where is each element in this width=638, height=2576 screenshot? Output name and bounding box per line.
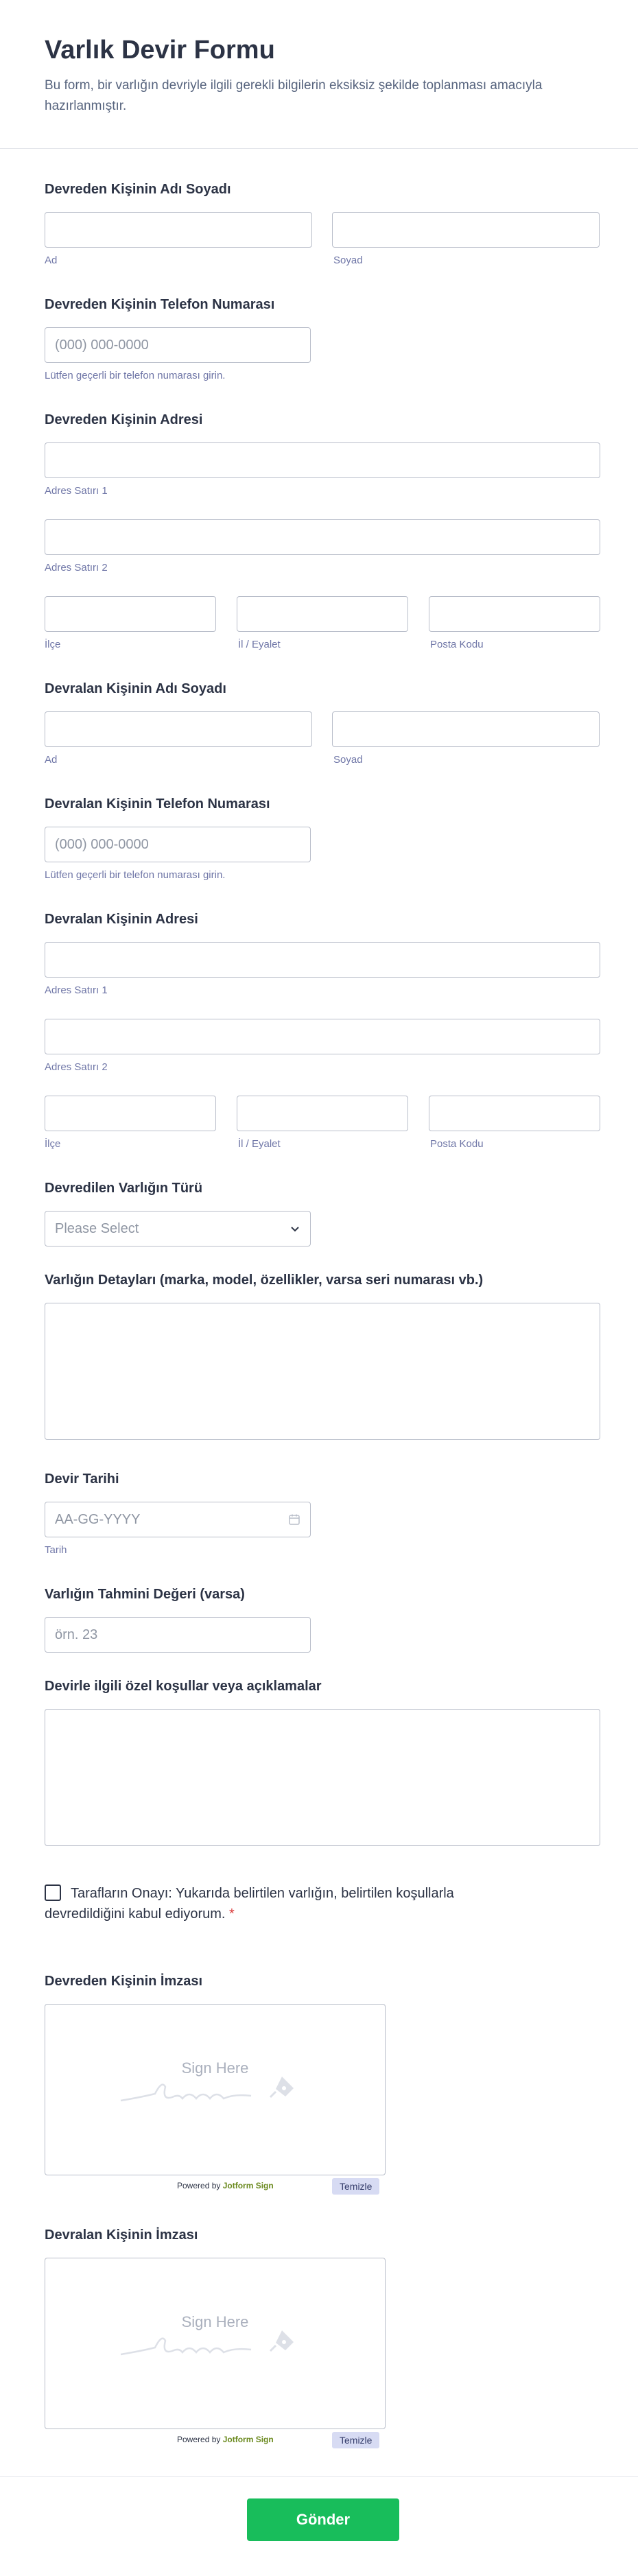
transferor-province-input[interactable] [237, 596, 408, 632]
transferor-powered-by [177, 2181, 274, 2190]
conditions-textarea[interactable] [45, 1709, 600, 1846]
recipient-province-input[interactable] [237, 1096, 408, 1131]
asset-value-input[interactable] [45, 1617, 311, 1653]
form-header [0, 0, 638, 149]
recipient-first-name-input[interactable] [45, 711, 312, 747]
recipient-phone-label: Devralan Kişinin Telefon Numarası [45, 796, 270, 812]
recipient-clear-button[interactable]: Temizle [332, 2432, 379, 2448]
conditions-label: Devirle ilgili özel koşullar veya açıklamalar [45, 1679, 322, 1694]
transferor-phone-hint: Lütfen geçerli bir telefon numarası girin. [45, 370, 226, 382]
recipient-province-sublabel: İl / Eyalet [238, 1138, 281, 1150]
transferor-name-label: Devreden Kişinin Adı Soyadı [45, 182, 231, 198]
signature-scribble-icon [114, 2324, 320, 2365]
recipient-first-name-sublabel: Ad [45, 754, 58, 766]
calendar-icon[interactable] [288, 1513, 300, 1526]
required-star: * [229, 1906, 235, 1922]
recipient-district-sublabel: İlçe [45, 1138, 61, 1150]
form-title: Varlık Devir Formu [45, 36, 275, 64]
transferor-clear-button[interactable]: Temizle [332, 2178, 379, 2195]
transfer-date-input[interactable] [45, 1502, 311, 1537]
recipient-address-line2-input[interactable] [45, 1019, 600, 1054]
transferor-last-name-input[interactable] [332, 212, 600, 248]
transferor-phone-label: Devreden Kişinin Telefon Numarası [45, 297, 275, 313]
transfer-date-label: Devir Tarihi [45, 1472, 119, 1487]
form-body [0, 149, 638, 2550]
recipient-sign-here-text: Sign Here [181, 2313, 249, 2331]
recipient-name-label: Devralan Kişinin Adı Soyadı [45, 681, 226, 697]
footer-divider [0, 2476, 638, 2477]
transferor-first-name-sublabel: Ad [45, 255, 58, 267]
form-description: Bu form, bir varlığın devriyle ilgili gerekli bilgilerin eksiksiz şekilde toplanması amacıyla hazırlanmıştır. [45, 78, 543, 114]
recipient-postal-input[interactable] [429, 1096, 600, 1131]
recipient-district-input[interactable] [45, 1096, 216, 1131]
recipient-address-line1-sublabel: Adres Satırı 1 [45, 984, 108, 997]
asset-type-label: Devredilen Varlığın Türü [45, 1181, 203, 1196]
asset-details-textarea[interactable] [45, 1303, 600, 1440]
recipient-phone-hint: Lütfen geçerli bir telefon numarası girin. [45, 869, 226, 882]
transferor-postal-input[interactable] [429, 596, 600, 632]
transfer-date-sublabel: Tarih [45, 1544, 67, 1557]
transferor-phone-input[interactable] [45, 327, 311, 363]
chevron-down-icon [290, 1223, 300, 1234]
transferor-postal-sublabel: Posta Kodu [430, 639, 484, 651]
recipient-last-name-input[interactable] [332, 711, 600, 747]
asset-type-select[interactable] [45, 1211, 311, 1246]
transferor-district-sublabel: İlçe [45, 639, 61, 651]
transferor-sign-here-text: Sign Here [181, 2059, 249, 2077]
asset-value-placeholder: örn. 23 [55, 1627, 98, 1642]
recipient-address-line1-input[interactable] [45, 942, 600, 978]
recipient-phone-input[interactable] [45, 827, 311, 862]
recipient-address-line2-sublabel: Adres Satırı 2 [45, 1061, 108, 1074]
recipient-powered-by [177, 2435, 274, 2444]
transferor-signature-label: Devreden Kişinin İmzası [45, 1974, 203, 1989]
transferor-last-name-sublabel: Soyad [333, 255, 363, 267]
transferor-address-label: Devreden Kişinin Adresi [45, 412, 203, 428]
recipient-phone-placeholder: (000) 000-0000 [55, 836, 149, 852]
transferor-address-line1-input[interactable] [45, 442, 600, 478]
recipient-last-name-sublabel: Soyad [333, 754, 363, 766]
recipient-signature-pad[interactable] [45, 2258, 386, 2429]
transferor-signature-pad[interactable] [45, 2004, 386, 2175]
consent-label [45, 1883, 484, 1924]
transferor-powered-prefix: Powered by [177, 2181, 221, 2191]
transferor-province-sublabel: İl / Eyalet [238, 639, 281, 651]
consent-text: Tarafların Onayı: Yukarıda belirtilen varlığın, belirtilen koşullarla devredildiğini kabul ediyorum. [45, 1886, 454, 1922]
transferor-district-input[interactable] [45, 596, 216, 632]
transferor-phone-placeholder: (000) 000-0000 [55, 337, 149, 353]
recipient-signature-label: Devralan Kişinin İmzası [45, 2228, 198, 2243]
recipient-postal-sublabel: Posta Kodu [430, 1138, 484, 1150]
asset-type-selected: Please Select [55, 1220, 139, 1236]
recipient-address-label: Devralan Kişinin Adresi [45, 912, 198, 927]
transferor-address-line2-sublabel: Adres Satırı 2 [45, 562, 108, 574]
recipient-powered-brand[interactable]: Jotform Sign [222, 2435, 274, 2445]
transferor-powered-brand[interactable]: Jotform Sign [222, 2181, 274, 2191]
transfer-date-placeholder: AA-GG-YYYY [55, 1511, 141, 1527]
transferor-address-line2-input[interactable] [45, 519, 600, 555]
transferor-address-line1-sublabel: Adres Satırı 1 [45, 485, 108, 497]
recipient-powered-prefix: Powered by [177, 2435, 221, 2445]
signature-scribble-icon [114, 2070, 320, 2111]
submit-button[interactable]: Gönder [247, 2498, 399, 2541]
asset-details-label: Varlığın Detayları (marka, model, özellikler, varsa seri numarası vb.) [45, 1273, 484, 1288]
transferor-first-name-input[interactable] [45, 212, 312, 248]
asset-value-label: Varlığın Tahmini Değeri (varsa) [45, 1587, 245, 1603]
